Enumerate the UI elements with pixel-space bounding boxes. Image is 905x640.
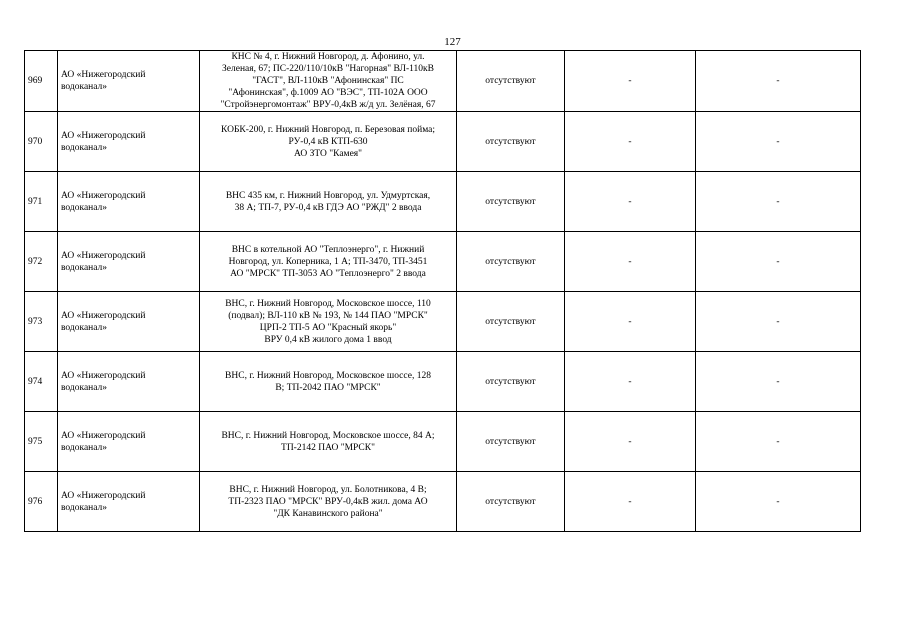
status-cell: отсутствуют: [457, 112, 565, 172]
table-row: [25, 51, 861, 112]
status-cell: отсутствуют: [457, 472, 565, 532]
status-cell: отсутствуют: [457, 412, 565, 472]
dash-cell: -: [565, 412, 696, 472]
organization-cell: АО «Нижегородский водоканал»: [58, 292, 200, 352]
row-number: 969: [25, 51, 58, 112]
dash-cell: -: [696, 112, 861, 172]
table-row: [25, 472, 861, 532]
dash-cell: -: [565, 232, 696, 292]
object-cell: ВНС в котельной АО "Теплоэнерго", г. Нижний Новгород, ул. Коперника, 1 А; ТП-3470, ТП-3451 АО "МРСК" ТП-3053 АО "Теплоэнерго" 2 ввода: [200, 232, 457, 292]
row-number: 973: [25, 292, 58, 352]
organization-cell: АО «Нижегородский водоканал»: [58, 112, 200, 172]
organization-cell: АО «Нижегородский водоканал»: [58, 51, 200, 112]
row-number: 976: [25, 472, 58, 532]
dash-cell: -: [696, 292, 861, 352]
dash-cell: -: [696, 232, 861, 292]
status-cell: отсутствуют: [457, 172, 565, 232]
dash-cell: -: [696, 412, 861, 472]
object-cell: ВНС, г. Нижний Новгород, Московское шоссе, 128 В; ТП-2042 ПАО "МРСК": [200, 352, 457, 412]
page-number: 127: [444, 36, 461, 48]
object-cell: ВНС, г. Нижний Новгород, ул. Болотникова, 4 В; ТП-2323 ПАО "МРСК" ВРУ-0,4кВ жил. дома АО "ДК Канавинского района": [200, 472, 457, 532]
organization-cell: АО «Нижегородский водоканал»: [58, 412, 200, 472]
document-table: [24, 50, 861, 532]
object-cell: ВНС 435 км, г. Нижний Новгород, ул. Удмуртская, 38 А; ТП-7, РУ-0,4 кВ ГДЭ АО "РЖД" 2 ввода: [200, 172, 457, 232]
dash-cell: -: [565, 112, 696, 172]
dash-cell: -: [696, 352, 861, 412]
table-row: [25, 232, 861, 292]
dash-cell: -: [565, 352, 696, 412]
row-number: 970: [25, 112, 58, 172]
dash-cell: -: [696, 51, 861, 112]
organization-cell: АО «Нижегородский водоканал»: [58, 172, 200, 232]
dash-cell: -: [565, 51, 696, 112]
table-row: [25, 112, 861, 172]
object-cell: ВНС, г. Нижний Новгород, Московское шоссе, 110 (подвал); ВЛ-110 кВ № 193, № 144 ПАО "МРСК" ЦРП-2 ТП-5 АО "Красный якорь" ВРУ 0,4 кВ жилого дома 1 ввод: [200, 292, 457, 352]
dash-cell: -: [696, 472, 861, 532]
dash-cell: -: [565, 172, 696, 232]
organization-cell: АО «Нижегородский водоканал»: [58, 232, 200, 292]
organization-cell: АО «Нижегородский водоканал»: [58, 472, 200, 532]
organization-cell: АО «Нижегородский водоканал»: [58, 352, 200, 412]
table-row: [25, 292, 861, 352]
table-row: [25, 352, 861, 412]
table-row: [25, 412, 861, 472]
row-number: 975: [25, 412, 58, 472]
status-cell: отсутствуют: [457, 51, 565, 112]
status-cell: отсутствуют: [457, 352, 565, 412]
dash-cell: -: [565, 472, 696, 532]
status-cell: отсутствуют: [457, 232, 565, 292]
object-cell: ВНС, г. Нижний Новгород, Московское шоссе, 84 А; ТП-2142 ПАО "МРСК": [200, 412, 457, 472]
table-row: [25, 172, 861, 232]
dash-cell: -: [565, 292, 696, 352]
row-number: 972: [25, 232, 58, 292]
status-cell: отсутствуют: [457, 292, 565, 352]
object-cell: КНС № 4, г. Нижний Новгород, д. Афонино, ул. Зеленая, 67; ПС-220/110/10кВ "Нагорная" ВЛ-110кВ "ГАСТ", ВЛ-110кВ "Афонинская" ПС "Афонинская", ф.1009 АО "ВЭС", ТП-102А ООО "Стройэнергомонтаж" ВРУ-0,4кВ ж/д ул. Зелёная, 67: [200, 51, 457, 112]
object-cell: КОБК-200, г. Нижний Новгород, п. Березовая пойма; РУ-0,4 кВ КТП-630 АО ЗТО "Камея": [200, 112, 457, 172]
row-number: 974: [25, 352, 58, 412]
dash-cell: -: [696, 172, 861, 232]
row-number: 971: [25, 172, 58, 232]
